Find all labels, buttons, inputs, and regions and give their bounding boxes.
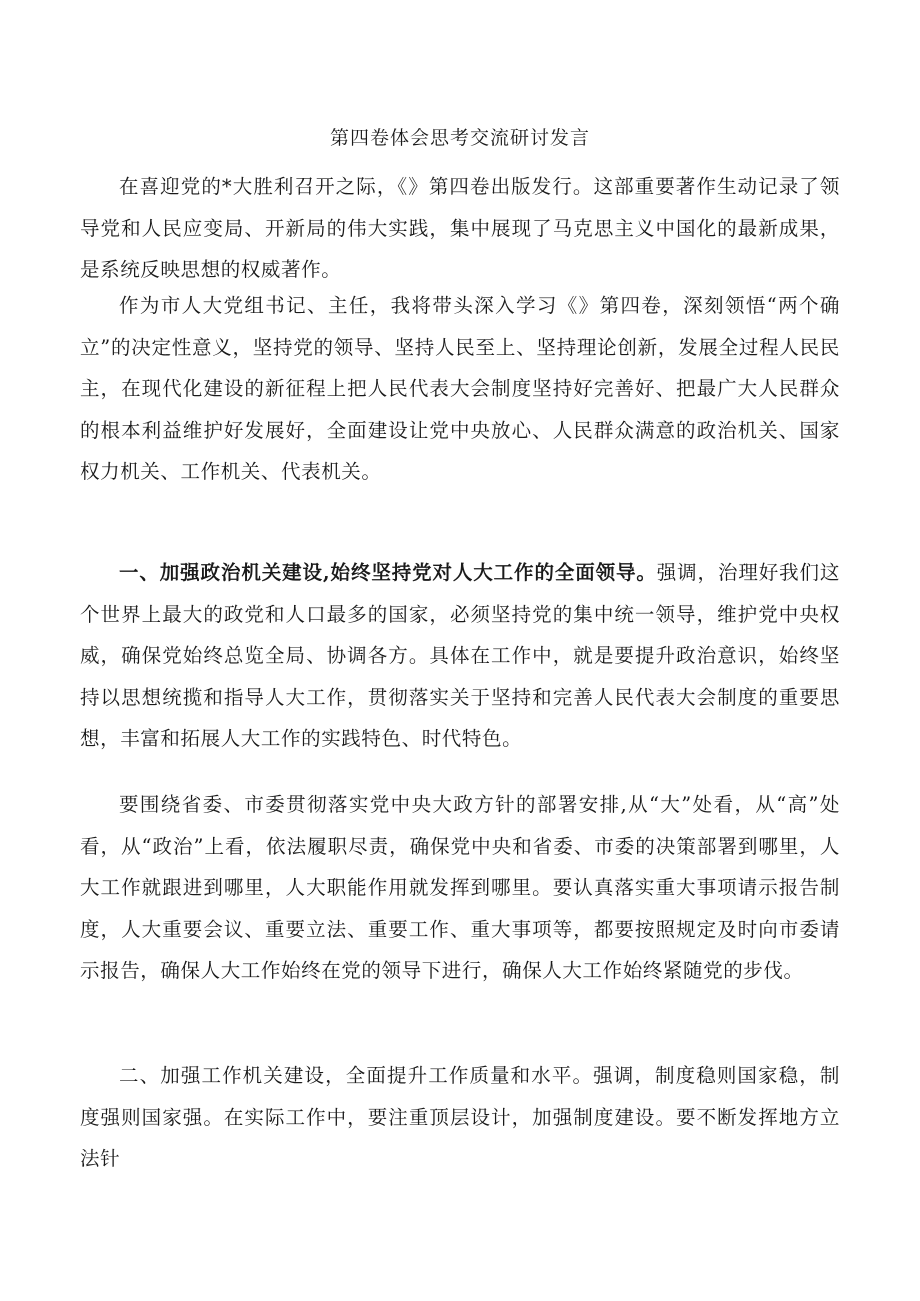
- paragraph-text: 在喜迎党的*大胜利召开之际，《》第四卷出版发行。这部重要著作生动记录了领导党和人民应变局、开新局的伟大实践，集中展现了马克思主义中国化的最新成果，是系统反映思想的权威著作。: [80, 175, 840, 281]
- section-heading: 一、加强政治机关建设,始终坚持党对人大工作的全面领导。: [119, 561, 657, 584]
- paragraph-section-one-detail: [80, 784, 840, 992]
- paragraph-text: 二、加强工作机关建设，全面提升工作质量和水平。强调，制度稳则国家稳，制度强则国家强。在实际工作中，要注重顶层设计，加强制度建设。要不断发挥地方立法针: [80, 1064, 840, 1170]
- paragraph-text: 要围绕省委、市委贯彻落实党中央大政方针的部署安排,从“大”处看，从“高”处看，从“政治”上看，依法履职尽责，确保党中央和省委、市委的决策部署到哪里，人大工作就跟进到哪里，人大职能作用就发挥到哪里。要认真落实重大事项请示报告制度，人大重要会议、重要立法、重要工作、重大事项等，都要按照规定及时向市委请示报告，确保人大工作始终在党的领导下进行，确保人大工作始终紧随党的步伐。: [80, 793, 840, 982]
- paragraph-intro: [80, 166, 840, 291]
- document-title: 第四卷体会思考交流研讨发言: [329, 127, 590, 149]
- paragraph-text: 作为市人大党组书记、主任，我将带头深入学习《》第四卷，深刻领悟“两个确立”的决定性意义，坚持党的领导、坚持人民至上、坚持理论创新，发展全过程人民民主，在现代化建设的新征程上把人民代表大会制度坚持好完善好、把最广大人民群众的根本利益维护好发展好，全面建设让党中央放心、人民群众满意的政治机关、国家权力机关、工作机关、代表机关。: [80, 294, 840, 483]
- paragraph-commitment: [80, 285, 840, 493]
- paragraph-section-one: [80, 552, 840, 760]
- paragraph-section-two: [80, 1055, 840, 1180]
- paragraph-text: 强调，治理好我们这个世界上最大的政党和人口最多的国家，必须坚持党的集中统一领导，维护党中央权威，确保党始终总览全局、协调各方。具体在工作中，就是要提升政治意识，始终坚持以思想统揽和指导人大工作，贯彻落实关于坚持和完善人民代表大会制度的重要思想，丰富和拓展人大工作的实践特色、时代特色。: [80, 561, 840, 750]
